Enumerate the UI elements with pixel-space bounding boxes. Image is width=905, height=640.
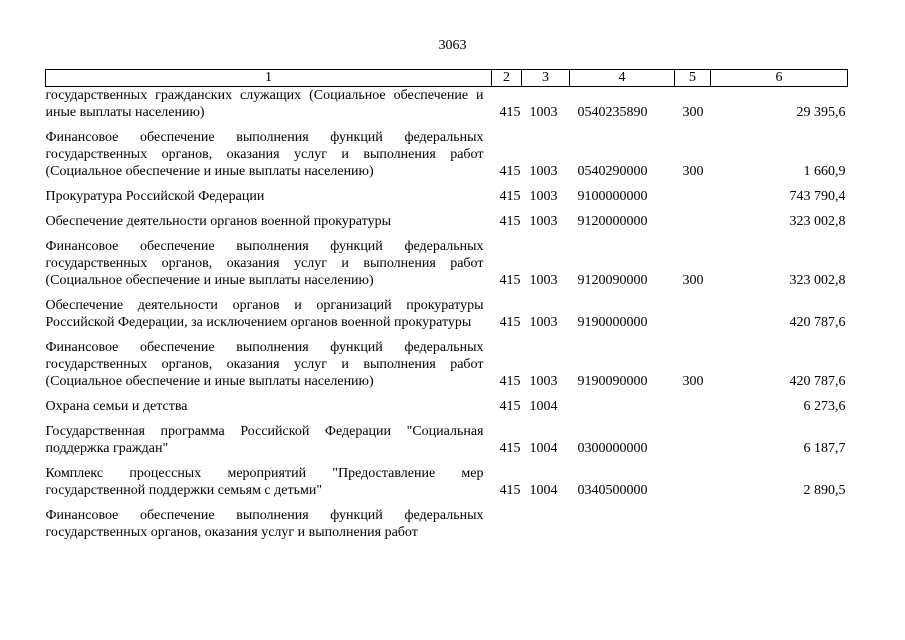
table-row [46,289,848,331]
row-amount: 6 273,6 [803,399,846,414]
row-col-2: 415 [499,441,521,456]
row-col-3: 1004 [529,399,558,414]
row-col-5 [675,205,711,230]
header-col-4: 4 [570,70,675,87]
row-col-5 [675,289,711,331]
row-col-3 [522,499,570,541]
row-col-3: 1003 [529,273,558,288]
row-description: Обеспечение деятельности органов и организаций прокуратуры Российской Федерации, за исключением органов военной прокуратуры [45,298,484,330]
row-col-4: 9120000000 [577,214,648,229]
row-amount: 1 660,9 [803,164,846,179]
row-col-3: 1004 [529,441,558,456]
header-col-3: 3 [522,70,570,87]
table-row [46,415,848,457]
row-col-2: 415 [499,105,521,120]
row-col-3: 1003 [529,189,558,204]
row-col-4: 0340500000 [577,483,648,498]
row-col-5 [675,415,711,457]
table-row [46,180,848,205]
row-col-2: 415 [499,399,521,414]
row-col-3: 1003 [529,105,558,120]
table-row [46,499,848,541]
row-col-5: 300 [682,105,704,120]
row-col-5 [675,180,711,205]
row-description: Финансовое обеспечение выполнения функций федеральных государственных органов, оказания услуг и выполнения работ (Социальное обеспечение и иные выплаты населению) [45,340,484,389]
row-amount: 29 395,6 [796,105,846,120]
row-description: Финансовое обеспечение выполнения функций федеральных государственных органов, оказания услуг и выполнения работ [45,508,484,540]
row-col-5 [675,390,711,415]
row-col-5 [675,499,711,541]
row-col-4: 9120090000 [577,273,648,288]
row-description: Комплекс процессных мероприятий "Предоставление мер государственной поддержки семьям с детьми" [45,466,484,498]
row-col-4: 0540290000 [577,164,648,179]
row-col-2 [492,499,522,541]
table-row [46,121,848,180]
header-col-6: 6 [711,70,848,87]
row-col-4: 0300000000 [577,441,648,456]
row-amount: 420 787,6 [789,315,846,330]
row-description: Финансовое обеспечение выполнения функций федеральных государственных органов, оказания услуг и выполнения работ (Социальное обеспечение и иные выплаты населению) [45,130,484,179]
table-body [46,87,848,542]
table-header [46,70,848,87]
row-col-4: 9190000000 [577,315,648,330]
row-col-4: 9190090000 [577,374,648,389]
row-col-4: 0540235890 [577,105,648,120]
row-col-5: 300 [682,164,704,179]
row-description: Государственная программа Российской Федерации "Социальная поддержка граждан" [45,424,484,456]
row-description: Обеспечение деятельности органов военной прокуратуры [45,214,392,229]
row-col-2: 415 [499,374,521,389]
row-description: Финансовое обеспечение выполнения функций федеральных государственных органов, оказания услуг и выполнения работ (Социальное обеспечение и иные выплаты населению) [45,239,484,288]
row-col-5: 300 [682,273,704,288]
row-amount: 420 787,6 [789,374,846,389]
header-col-1: 1 [46,70,492,87]
row-col-5 [675,457,711,499]
row-amount: 2 890,5 [803,483,846,498]
row-col-3: 1003 [529,214,558,229]
row-col-2: 415 [499,273,521,288]
row-col-3: 1003 [529,164,558,179]
row-amount [711,499,848,541]
row-col-2: 415 [499,315,521,330]
table-row [46,457,848,499]
row-col-2: 415 [499,189,521,204]
header-col-2: 2 [492,70,522,87]
row-col-3: 1004 [529,483,558,498]
table-row [46,331,848,390]
table-row [46,230,848,289]
row-description: Охрана семьи и детства [45,399,188,414]
row-col-3: 1003 [529,374,558,389]
table-row [46,87,848,122]
row-col-5: 300 [682,374,704,389]
header-col-5: 5 [675,70,711,87]
header-row [46,70,848,87]
budget-table [45,69,848,541]
page-number: 3063 [438,38,467,53]
row-col-4: 9100000000 [577,189,648,204]
table-row [46,390,848,415]
row-amount: 743 790,4 [789,189,846,204]
row-col-4 [570,390,675,415]
row-amount: 323 002,8 [789,273,846,288]
row-col-2: 415 [499,214,521,229]
row-description: Прокуратура Российской Федерации [45,189,265,204]
row-col-2: 415 [499,483,521,498]
row-amount: 323 002,8 [789,214,846,229]
row-amount: 6 187,7 [803,441,846,456]
row-col-4 [570,499,675,541]
row-description: государственных гражданских служащих (Социальное обеспечение и иные выплаты населению) [45,88,484,120]
row-col-3: 1003 [529,315,558,330]
row-col-2: 415 [499,164,521,179]
table-row [46,205,848,230]
